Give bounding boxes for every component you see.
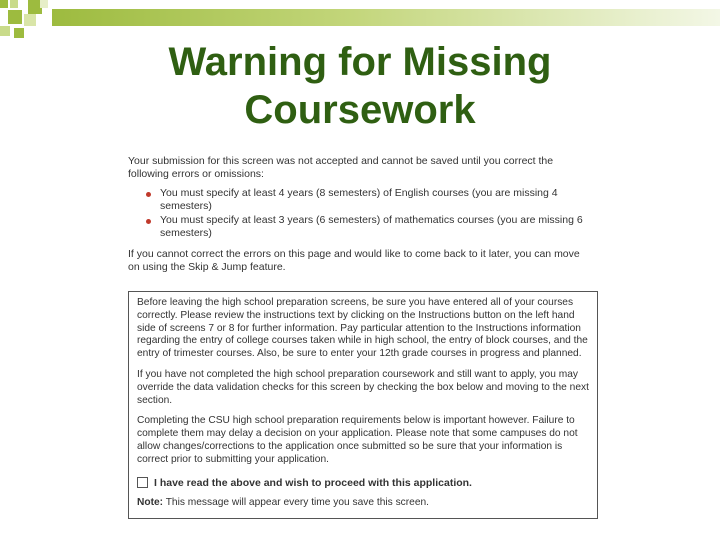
list-item (128, 187, 588, 213)
notice-paragraph: Completing the CSU high school preparation requirements below is important however. Failure to complete them may delay a decision on your application. Please note that some campuses do not allow changes/corrections to the application once submitted so be sure that your information is correct prior to submitting your application. (137, 415, 578, 465)
note-label: Note: (137, 497, 164, 509)
decor-square (40, 0, 48, 8)
slide-title (60, 38, 660, 134)
error-list (128, 187, 588, 240)
list-item (128, 214, 588, 240)
note-text: This message will appear every time you save this screen. (165, 497, 429, 509)
title-line-1: Warning for Missing (168, 40, 552, 84)
override-row (137, 477, 589, 490)
title-line-2: Coursework (244, 88, 476, 132)
error-intro-text: Your submission for this screen was not accepted and cannot be saved until you correct the following errors or omissions: (128, 155, 554, 180)
note-row (137, 497, 589, 510)
decor-square (8, 10, 22, 24)
override-checkbox-label[interactable]: I have read the above and wish to proceed with this application. (154, 476, 472, 489)
error-text: You must specify at least 3 years (6 semesters) of mathematics courses (you are missing 6 semesters) (160, 214, 583, 239)
override-checkbox[interactable] (137, 477, 148, 488)
decor-square (24, 14, 36, 26)
bullet-icon (146, 192, 151, 197)
notice-paragraph: If you have not completed the high school preparation coursework and still want to apply, you may override the data validation checks for this screen by checking the box below and moving to the next section. (137, 368, 589, 406)
bullet-icon (146, 219, 151, 224)
skip-jump-text: If you cannot correct the errors on this page and would like to come back to it later, you can move on using the Skip & Jump feature. (128, 248, 580, 273)
decor-square (10, 0, 18, 8)
decor-square (14, 28, 24, 38)
notice-paragraph: Before leaving the high school preparation screens, be sure you have entered all of your courses correctly. Please review the instructions text by clicking on the Instructions button on the left hand side of screens 7 or 8 for further information. Pay particular attention to the Instructions information regarding the entry of college courses taken while in high school, the entry of block courses, and the entry of trimester courses. Also, be sure to enter your 12th grade courses in progress and planned. (137, 297, 588, 360)
notice-box (128, 291, 598, 519)
error-text: You must specify at least 4 years (8 semesters) of English courses (you are missing 4 semesters) (160, 187, 558, 212)
decor-square (0, 26, 10, 36)
decorative-header (0, 0, 720, 40)
decor-bar (52, 9, 720, 26)
error-summary (128, 155, 588, 274)
decor-square (0, 0, 8, 8)
